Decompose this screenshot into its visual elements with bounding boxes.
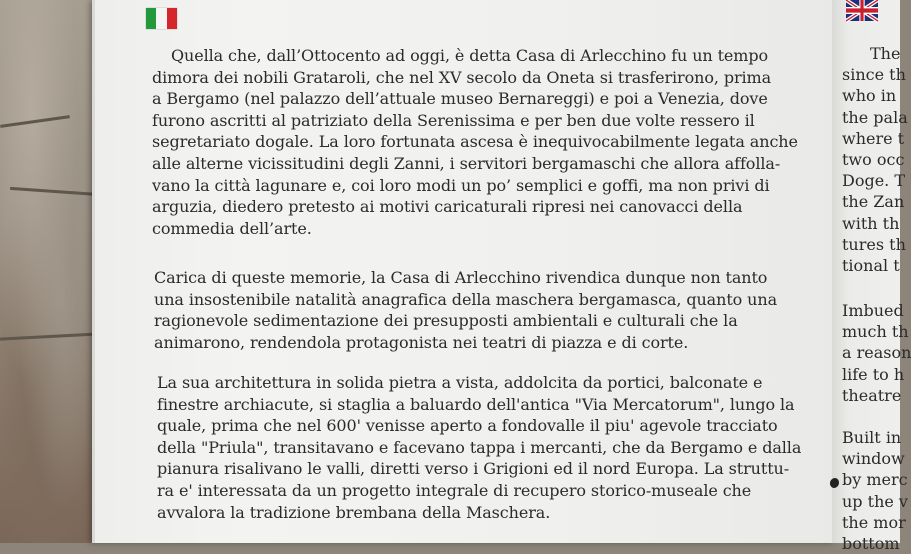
text-line: Carica di queste memorie, la Casa di Arlecchino rivendica dunque non tanto [154, 268, 768, 287]
text-line: Doge. T [842, 171, 906, 191]
text-line: ragionevole sedimentazione dei presupposti ambientali e culturali che la [154, 311, 738, 331]
text-line: commedia dell’arte. [152, 218, 312, 238]
text-line: life to h [842, 364, 905, 384]
text-line: avvalora la tradizione brembana della Maschera. [157, 502, 551, 522]
stone-wall [0, 0, 104, 543]
text-line: vano la città lagunare e, coi loro modi un po’ semplici e goffi, ma non privi di [152, 175, 770, 195]
text-line: dimora dei nobili Grataroli, che nel XV secolo da Oneta si trasferirono, prima [152, 67, 772, 87]
english-block-3 [842, 427, 908, 554]
text-line: pianura risalivano le valli, diretti verso i Grigioni ed il nord Europa. La struttu- [157, 459, 790, 479]
text-line: bottom [842, 534, 900, 554]
text-line: much th [842, 322, 909, 342]
text-line: Built in [842, 428, 902, 447]
italian-paragraph-1 [152, 45, 798, 239]
text-line: window [842, 449, 905, 469]
italian-paragraph-2 [154, 267, 777, 353]
text-line: tional t [842, 256, 900, 276]
text-line: a reason [842, 343, 911, 363]
text-line: Imbued [842, 301, 904, 320]
text-line: with th [842, 213, 900, 233]
english-block-1 [842, 43, 908, 276]
text-line: arguzia, diedero pretesto ai motivi caricaturali ripresi nei canovacci della [152, 197, 743, 217]
text-line: The [870, 44, 901, 63]
text-line: quale, prima che nel 600' venisse aperto a fondovalle il piu' agevole tracciato [157, 416, 778, 436]
text-line: who in [842, 86, 897, 106]
text-line: the pala [842, 107, 908, 127]
text-line: La sua architettura in solida pietra a vista, addolcita da portici, balconate e [157, 373, 763, 392]
text-line: tures th [842, 234, 906, 254]
text-line: a Bergamo (nel palazzo dell’attuale museo Bernareggi) e poi a Venezia, dove [152, 89, 768, 109]
uk-flag-icon [846, 0, 878, 21]
text-line: animarono, rendendola protagonista nei teatri di piazza e di corte. [154, 332, 689, 352]
text-line: the Zan [842, 192, 905, 212]
text-line: two occ [842, 150, 905, 170]
text-line: since th [842, 65, 906, 85]
text-line: up the v [842, 491, 908, 511]
text-line: della "Priula", transitavano e facevano tappa i mercanti, che da Bergamo e dalla [157, 437, 802, 457]
text-line: the mor [842, 512, 906, 532]
text-line: theatre [842, 385, 902, 405]
wall-crack [0, 115, 70, 128]
italian-flag-icon [146, 8, 177, 29]
wall-crack [10, 187, 100, 196]
text-line: una insostenibile natalità anagrafica della maschera bergamasca, quanto una [154, 289, 778, 309]
text-line: where t [842, 128, 905, 148]
english-block-2 [842, 300, 911, 406]
text-line: finestre archiacute, si staglia a baluardo dell'antica "Via Mercatorum", lungo la [157, 394, 795, 414]
italian-paragraph-3 [157, 372, 801, 523]
text-line: alle alterne vicissitudini degli Zanni, i servitori bergamaschi che allora affolla- [152, 153, 781, 173]
text-line: ra e' interessata da un progetto integrale di recupero storico-museale che [157, 480, 752, 500]
text-line: Quella che, dall’Ottocento ad oggi, è detta Casa di Arlecchino fu un tempo [171, 46, 769, 65]
text-line: by merc [842, 470, 908, 490]
wall-crack [0, 332, 100, 340]
text-line: furono ascritti al patriziato della Serenissima e per ben due volte ressero il [152, 110, 755, 130]
text-line: segretariato dogale. La loro fortunata ascesa è inequivocabilmente legata anche [152, 132, 798, 152]
